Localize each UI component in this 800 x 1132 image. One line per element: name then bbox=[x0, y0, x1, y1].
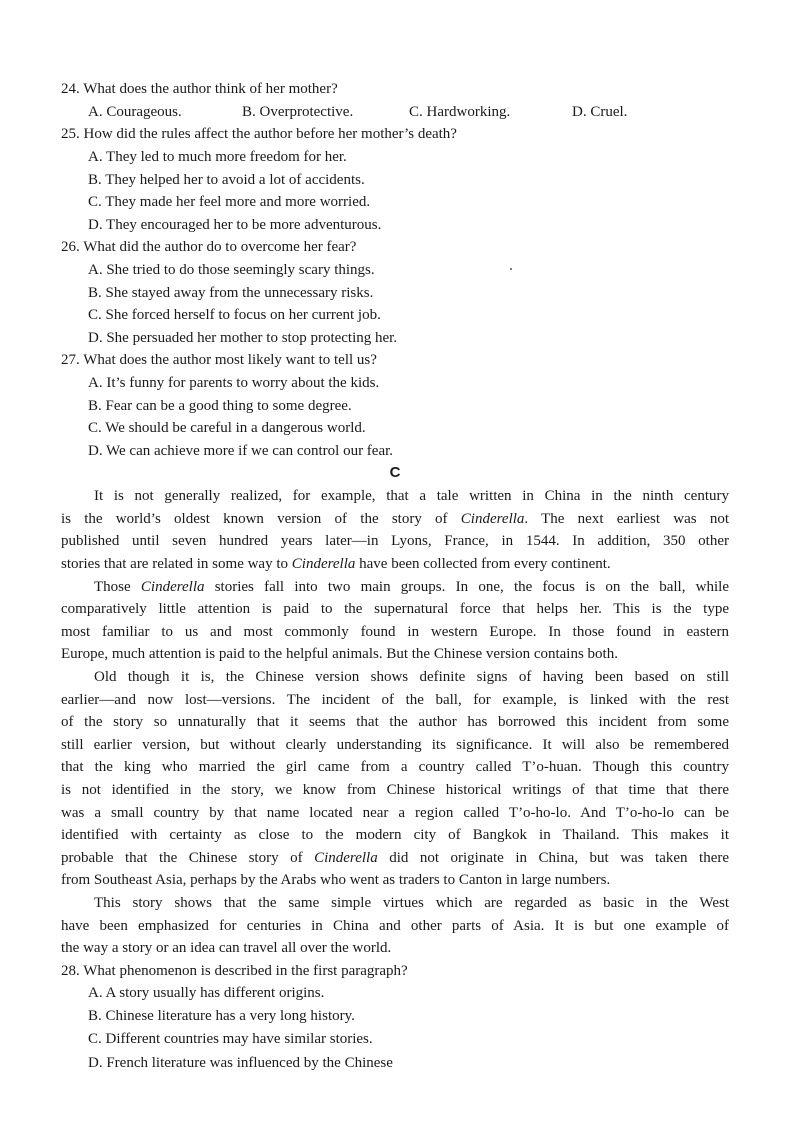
passage-line: earlier—and now lost—versions. The incident of the ball, for example, is linked with the rest bbox=[61, 692, 729, 708]
option-b: B. Chinese literature has a very long history. bbox=[88, 1008, 355, 1024]
passage-line: Old though it is, the Chinese version shows definite signs of having been based on still bbox=[94, 669, 729, 685]
option-d: D. They encouraged her to be more adventurous. bbox=[88, 217, 382, 233]
option-d: D. She persuaded her mother to stop protecting her. bbox=[88, 330, 398, 346]
passage-line: is not identified in the story, we know from Chinese historical writings of that time that there bbox=[61, 782, 729, 798]
question-24-stem: 24. What does the author think of her mother? bbox=[61, 81, 338, 97]
option-c: C. They made her feel more and more worried. bbox=[88, 194, 371, 210]
question-28-stem: 28. What phenomenon is described in the first paragraph? bbox=[61, 963, 408, 979]
passage-line: have been emphasized for centuries in China and other parts of Asia. It is but one example of bbox=[61, 918, 729, 934]
question-25-stem: 25. How did the rules affect the author before her mother’s death? bbox=[61, 126, 457, 142]
passage-line: identified with certainty as close to the modern city of Bangkok in Thailand. This makes it bbox=[61, 827, 729, 843]
question-24-options bbox=[88, 102, 648, 122]
question-27-stem: 27. What does the author most likely want to tell us? bbox=[61, 352, 377, 368]
passage-line: from Southeast Asia, perhaps by the Arabs who went as traders to Canton in large numbers. bbox=[61, 872, 611, 888]
option-b: B. Fear can be a good thing to some degree. bbox=[88, 398, 352, 414]
option-c: C. She forced herself to focus on her current job. bbox=[88, 307, 381, 323]
passage-line: the way a story or an idea can travel all over the world. bbox=[61, 940, 392, 956]
section-heading: C bbox=[389, 464, 401, 481]
print-speck bbox=[510, 268, 512, 270]
passage-line: still earlier version, but without clearly understanding its significance. It will also be remembered bbox=[61, 737, 729, 753]
passage-line: of the story so unnaturally that it seems that the author has borrowed this incident from some bbox=[61, 714, 729, 730]
passage-line: This story shows that the same simple virtues which are regarded as basic in the West bbox=[94, 895, 729, 911]
passage-line: comparatively little attention is paid to the supernatural force that helps her. This is the type bbox=[61, 601, 729, 617]
question-26-stem: 26. What did the author do to overcome her fear? bbox=[61, 239, 357, 255]
option-a: A. They led to much more freedom for her. bbox=[88, 149, 347, 165]
option-a: A. Courageous. bbox=[88, 104, 182, 120]
passage-line: Europe, much attention is paid to the helpful animals. But the Chinese version contains both. bbox=[61, 646, 618, 662]
option-a: A. A story usually has different origins. bbox=[88, 985, 325, 1001]
option-d: D. We can achieve more if we can control our fear. bbox=[88, 443, 394, 459]
option-c: C. We should be careful in a dangerous world. bbox=[88, 420, 366, 436]
option-b: B. Overprotective. bbox=[242, 104, 354, 120]
option-c: C. Hardworking. bbox=[409, 104, 511, 120]
passage-line: was a small country by that name located near a region called T’o-ho-lo. And T’o-ho-lo can be bbox=[61, 805, 729, 821]
passage-line: most familiar to us and most commonly found in western Europe. In those found in eastern bbox=[61, 624, 729, 640]
passage-line: stories that are related in some way to Cinderella have been collected from every continent. bbox=[61, 556, 611, 572]
passage-line: It is not generally realized, for example, that a tale written in China in the ninth century bbox=[94, 488, 729, 504]
option-d: D. Cruel. bbox=[572, 104, 628, 120]
passage-line: published until seven hundred years later—in Lyons, France, in 1544. In addition, 350 other bbox=[61, 533, 729, 549]
option-d-cut-off: D. French literature was influenced by the Chinese bbox=[88, 1055, 393, 1071]
option-a: A. She tried to do those seemingly scary things. bbox=[88, 262, 375, 278]
option-b: B. They helped her to avoid a lot of accidents. bbox=[88, 172, 365, 188]
option-c: C. Different countries may have similar stories. bbox=[88, 1031, 373, 1047]
passage-line: is the world’s oldest known version of the story of Cinderella. The next earliest was not bbox=[61, 511, 729, 527]
passage-line: that the king who married the girl came from a country called T’o-huan. Though this country bbox=[61, 759, 729, 775]
passage-line: probable that the Chinese story of Cinderella did not originate in China, but was taken there bbox=[61, 850, 729, 866]
option-a: A. It’s funny for parents to worry about the kids. bbox=[88, 375, 380, 391]
passage-line: Those Cinderella stories fall into two main groups. In one, the focus is on the ball, while bbox=[94, 579, 729, 595]
option-b: B. She stayed away from the unnecessary risks. bbox=[88, 285, 374, 301]
